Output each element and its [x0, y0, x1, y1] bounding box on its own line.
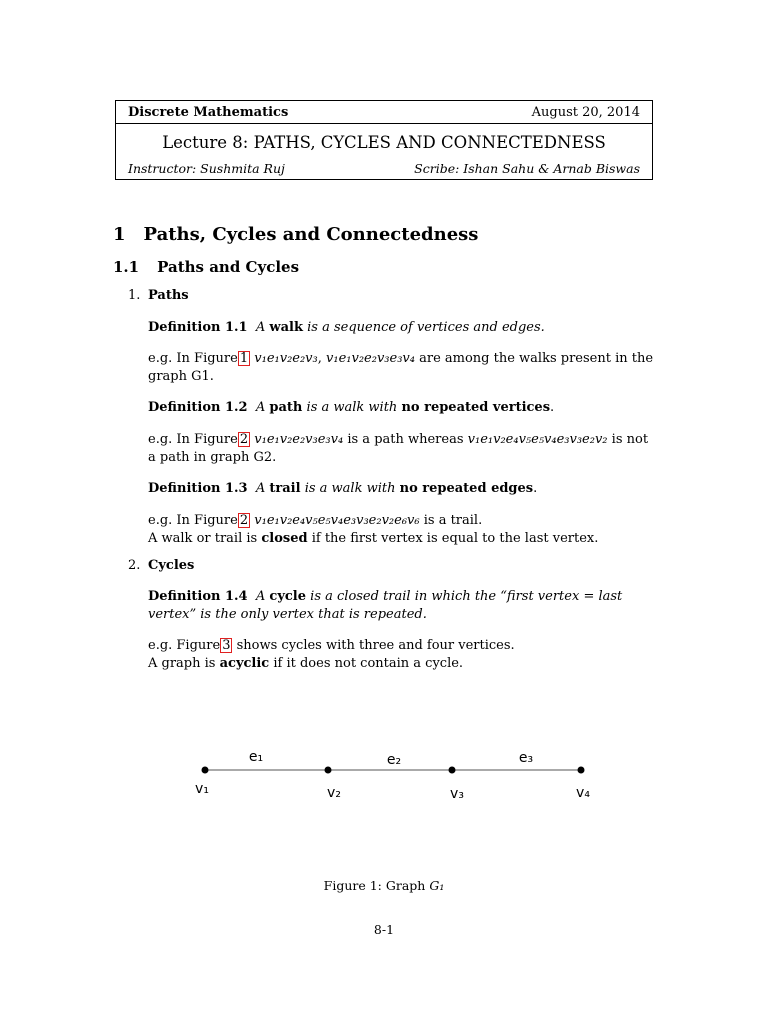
example-text: are among the walks present in the graph G1. [148, 351, 654, 384]
walk-expression: v₁e₁v₂e₂v₃ [254, 351, 318, 366]
example-text: is not a path in graph G2. [148, 432, 649, 465]
scribe-line: Scribe: Ishan Sahu & Arnab Biswas [414, 161, 640, 176]
vertex-dot [325, 767, 332, 774]
acyclic-note-text: if it does not contain a cycle. [273, 656, 464, 671]
list-title: Paths [148, 288, 189, 303]
header-divider [116, 123, 652, 124]
vertex-dot [578, 767, 585, 774]
definition-emphasis: no repeated edges [399, 481, 534, 496]
separator: , [317, 351, 322, 366]
subsection-title: Paths and Cycles [157, 258, 300, 276]
vertex-dot [202, 767, 209, 774]
definition-text: is a closed trail in which the “first vertex = last vertex” is the only vertex that is repeated. [148, 589, 623, 622]
definition-term: walk [269, 320, 303, 335]
definition-article: A [255, 400, 266, 415]
caption-text: Figure 1: Graph [323, 878, 426, 893]
edge-label: e₂ [386, 752, 402, 768]
course-name: Discrete Mathematics [128, 105, 289, 120]
caption-graph-name: G₁ [429, 878, 445, 893]
definition-emphasis: no repeated vertices [401, 400, 551, 415]
lecture-title: Lecture 8: PATHS, CYCLES AND CONNECTEDNESS [162, 133, 606, 152]
vertex-label: v₃ [450, 786, 464, 802]
list-item-paths [128, 288, 189, 303]
trail-expression: v₁e₁v₂e₄v₅e₅v₄e₃v₃e₂v₂e₆v₆ [254, 513, 420, 528]
figure-caption [0, 878, 768, 893]
example-text: shows cycles with three and four vertices. [236, 638, 515, 653]
example-text: is a trail. [423, 513, 483, 528]
definition-text: is a walk with [304, 481, 396, 496]
edge-label: e₁ [248, 749, 264, 765]
closed-note-text: if the first vertex is equal to the last vertex. [311, 531, 599, 546]
section-number: 1 [113, 224, 126, 245]
path-expression: v₁e₁v₂e₂v₃e₃v₄ [254, 432, 344, 447]
example-prefix: e.g. In Figure [148, 351, 238, 366]
example-1-1 [148, 350, 658, 386]
figure-ref-link[interactable]: 2 [239, 432, 249, 447]
lecture-header-box [115, 100, 653, 180]
vertex-label: v₂ [327, 785, 341, 801]
list-title: Cycles [148, 558, 195, 573]
definition-article: A [255, 481, 266, 496]
lecture-date: August 20, 2014 [531, 105, 640, 120]
example-1-3 [148, 512, 658, 548]
subsection-number: 1.1 [113, 258, 140, 276]
definition-1-1 [148, 319, 658, 337]
definition-label: Definition 1.4 [148, 589, 248, 604]
vertex-label: v₄ [576, 785, 590, 801]
definition-term: cycle [269, 589, 307, 604]
walk-expression: v₁e₁v₂e₄v₅e₅v₄e₃v₃e₂v₂ [467, 432, 608, 447]
definition-label: Definition 1.1 [148, 320, 248, 335]
page-number: 8-1 [373, 922, 395, 937]
example-prefix: e.g. In Figure [148, 513, 238, 528]
vertex-dot [449, 767, 456, 774]
definition-term: path [269, 400, 303, 415]
definition-1-3 [148, 480, 658, 498]
example-prefix: e.g. Figure [148, 638, 221, 653]
example-1-4 [148, 637, 658, 673]
section-heading [113, 224, 478, 245]
walk-expression: v₁e₁v₂e₂v₃e₃v₄ [326, 351, 415, 366]
period: . [550, 400, 555, 415]
figure-ref-link[interactable]: 3 [222, 638, 231, 653]
definition-label: Definition 1.2 [148, 400, 248, 415]
instructor-line: Instructor: Sushmita Ruj [128, 161, 285, 176]
acyclic-note-text: A graph is [148, 656, 216, 671]
definition-article: A [255, 320, 266, 335]
graph-g1-figure [0, 740, 768, 810]
edge-label: e₃ [518, 750, 534, 766]
definition-text: is a walk with [306, 400, 398, 415]
closed-term: closed [261, 531, 308, 546]
section-title: Paths, Cycles and Connectedness [143, 224, 479, 245]
figure-ref-link[interactable]: 1 [239, 351, 249, 366]
list-number: 2. [128, 558, 141, 573]
example-text: is a path whereas [347, 432, 464, 447]
definition-label: Definition 1.3 [148, 481, 248, 496]
definition-1-4 [148, 588, 658, 624]
definition-term: trail [269, 481, 301, 496]
definition-text: is a sequence of vertices and edges. [307, 320, 545, 335]
example-prefix: e.g. In Figure [148, 432, 238, 447]
period: . [533, 481, 538, 496]
definition-article: A [255, 589, 266, 604]
list-item-cycles [128, 558, 194, 573]
subsection-heading [113, 258, 299, 276]
definition-1-2 [148, 399, 658, 417]
acyclic-term: acyclic [219, 656, 270, 671]
vertex-label: v₁ [195, 781, 209, 797]
example-1-2 [148, 431, 658, 467]
figure-ref-link[interactable]: 2 [239, 513, 249, 528]
closed-note-text: A walk or trail is [148, 531, 258, 546]
list-number: 1. [128, 288, 141, 303]
